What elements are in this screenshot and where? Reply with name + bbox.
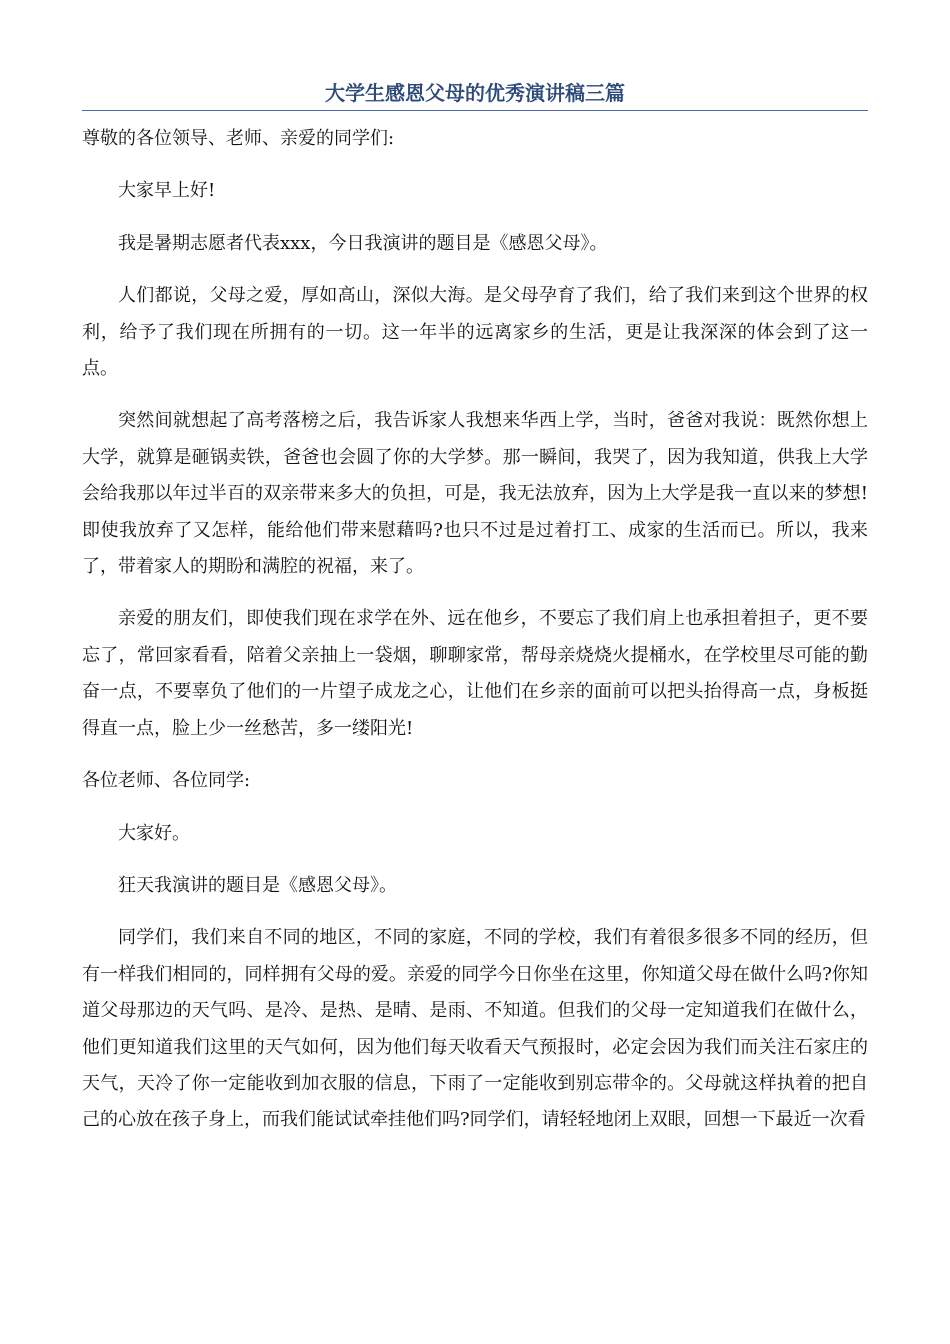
paragraph: 我是暑期志愿者代表xxx，今日我演讲的题目是《感恩父母》。 — [118, 232, 608, 254]
paragraph: 同学们，我们来自不同的地区，不同的家庭，不同的学校，我们有着很多很多不同的经历，但有一样我们相同的，同样拥有父母的爱。亲爱的同学今日你坐在这里，你知道父母在做什么吗?你知道父母那边的天气吗、是冷、是热、是晴、是雨、不知道。但我们的父母一定知道我们在做什么，他们更知道我们这里的天气如何，因为他们每天收看天气预报时，必定会因为我们而关注石家庄的天气，天冷了你一定能收到加衣服的信息，下雨了一定能收到别忘带伞的。父母就这样执着的把自己的心放在孩子身上，而我们能试试牵挂他们吗?同学们，请轻轻地闭上双眼，回想一下最近一次看 — [82, 927, 868, 1131]
paragraph: 各位老师、各位同学: — [82, 770, 251, 792]
title-underline — [82, 110, 868, 111]
paragraph: 人们都说，父母之爱，厚如高山，深似大海。是父母孕育了我们，给了我们来到这个世界的权利，给予了我们现在所拥有的一切。这一年半的远离家乡的生活，更是让我深深的体会到了这一点。 — [82, 285, 868, 380]
paragraph: 亲爱的朋友们，即使我们现在求学在外、远在他乡，不要忘了我们肩上也承担着担子，更不要忘了，常回家看看，陪着父亲抽上一袋烟，聊聊家常，帮母亲烧烧火提桶水，在学校里尽可能的勤奋一点，不要辜负了他们的一片望子成龙之心，让他们在乡亲的面前可以把头抬得高一点，身板挺得直一点，脸上少一丝愁苦，多一缕阳光! — [82, 608, 868, 739]
document-page — [82, 78, 868, 1155]
paragraph: 尊敬的各位领导、老师、亲爱的同学们: — [82, 128, 395, 149]
paragraph: 大家早上好! — [118, 180, 216, 202]
paragraph: 狂天我演讲的题目是《感恩父母》。 — [118, 874, 397, 896]
document-body — [82, 121, 868, 1139]
paragraph: 突然间就想起了高考落榜之后，我告诉家人我想来华西上学，当时，爸爸对我说：既然你想上大学，就算是砸锅卖铁，爸爸也会圆了你的大学梦。那一瞬间，我哭了，因为我知道，供我上大学会给我那以年过半百的双亲带来多大的负担，可是，我无法放弃，因为上大学是我一直以来的梦想!即使我放弃了又怎样，能给他们带来慰藉吗?也只不过是过着打工、成家的生活而已。所以，我来了，带着家人的期盼和满腔的祝福，来了。 — [82, 410, 868, 578]
paragraph: 大家好。 — [118, 822, 190, 844]
document-title: 大学生感恩父母的优秀演讲稿三篇 — [325, 81, 625, 105]
